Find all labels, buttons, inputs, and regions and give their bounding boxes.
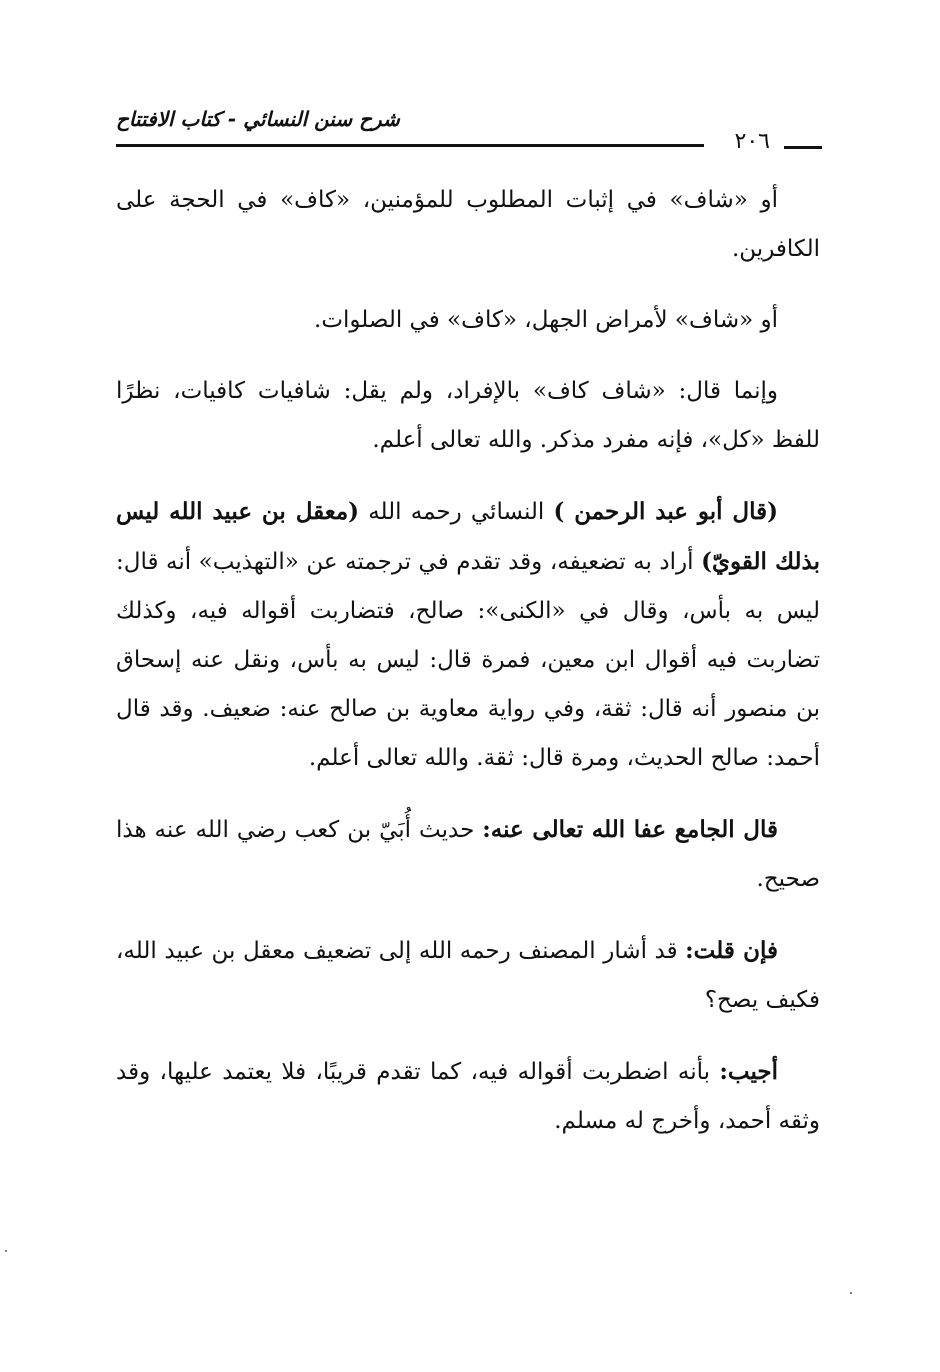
paragraph-4-middle: النسائي رحمه الله bbox=[359, 499, 554, 525]
paragraph-5-text: حديث أُبَيّ بن كعب رضي الله عنه هذا صحيح. bbox=[116, 817, 820, 892]
paragraph-5-lead: قال الجامع عفا الله تعالى عنه: bbox=[482, 816, 778, 843]
paragraph-4-quote: (معقل بن عبيد الله ليس بذلك القويّ) bbox=[116, 498, 820, 575]
running-title: شرح سنن النسائي - كتاب الافتتاح bbox=[116, 107, 400, 131]
paragraph-7-lead: أجيب: bbox=[719, 1058, 778, 1085]
running-header bbox=[116, 106, 822, 154]
paragraph-4-text: أراد به تضعيفه، وقد تقدم في ترجمته عن «التهذيب» أنه قال: ليس به بأس، وقال في «الكنى»: صالح، فتضاربت أقواله فيه، وكذلك تضاربت فيه أقوال ابن معين، فمرة قال: ليس به بأس، ونقل عنه إسحاق بن منصور أنه قال: ثقة، وفي رواية معاوية بن صالح عنه: ضعيف. وقد قال أحمد: صالح الحديث، ومرة قال: ثقة. والله تعالى أعلم. bbox=[116, 549, 820, 771]
paragraph-6-text: قد أشار المصنف رحمه الله إلى تضعيف معقل بن عبيد الله، فكيف يصح؟ bbox=[116, 938, 820, 1013]
paragraph-7-text: بأنه اضطربت أقواله فيه، كما تقدم قريبًا، فلا يعتمد عليها، وقد وثقه أحمد، وأخرج له مسلم. bbox=[116, 1059, 820, 1134]
paragraph-6-lead: فإن قلت: bbox=[685, 937, 778, 964]
page-number-dash bbox=[784, 146, 822, 149]
paragraph-1 bbox=[116, 176, 820, 274]
paragraph-2 bbox=[116, 296, 820, 345]
paragraph-4 bbox=[116, 487, 820, 783]
paragraph-1-text: أو «شاف» في إثبات المطلوب للمؤمنين، «كاف» في الحجة على الكافرين. bbox=[116, 187, 820, 262]
page-number: ٢٠٦ bbox=[734, 129, 770, 154]
scan-speck bbox=[5, 1250, 7, 1252]
paragraph-5 bbox=[116, 805, 820, 904]
paragraph-4-lead: (قال أبو عبد الرحمن ) bbox=[553, 498, 778, 525]
scan-speck bbox=[850, 1292, 852, 1294]
paragraph-3-text: وإنما قال: «شاف كاف» بالإفراد، ولم يقل: شافيات كافيات، نظرًا للفظ «كل»، فإنه مفرد مذكر. والله تعالى أعلم. bbox=[116, 378, 820, 453]
header-rule bbox=[116, 144, 704, 147]
paragraph-7 bbox=[116, 1047, 820, 1146]
paragraph-6 bbox=[116, 926, 820, 1025]
paragraph-3 bbox=[116, 367, 820, 465]
body-text bbox=[116, 176, 820, 1168]
paragraph-2-text: أو «شاف» لأمراض الجهل، «كاف» في الصلوات. bbox=[314, 307, 778, 333]
